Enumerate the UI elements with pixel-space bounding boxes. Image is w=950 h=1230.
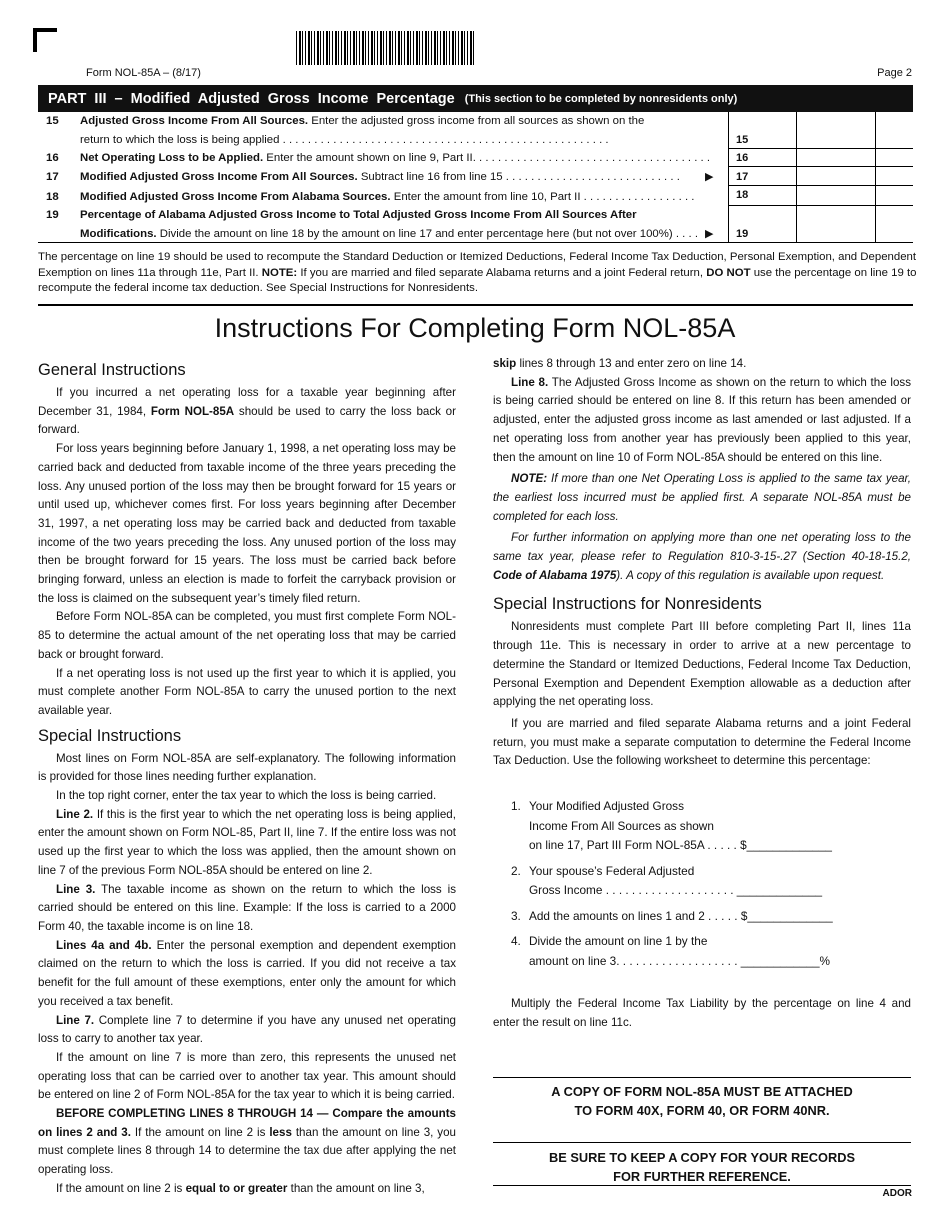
- part-3-header: [38, 85, 913, 112]
- line-19-text: Percentage of Alabama Adjusted Gross Income to Total Adjusted Gross Income From All Sources After: [80, 209, 637, 221]
- line-16-box-label: 16: [736, 152, 749, 164]
- arrow-icon: ▶: [705, 171, 714, 183]
- note-paragraph: NOTE: If more than one Net Operating Loss is applied to the same tax year, the earliest loss incurred must be applied first. A separate NOL-85A must be completed for each loss.: [493, 472, 911, 523]
- worksheet-item[interactable]: 1. Your Modified Adjusted Gross Income From All Sources as shown on line 17, Part III Form NOL-85A . . . . . $_____________: [511, 799, 832, 853]
- keep-copy-notice: BE SURE TO KEEP A COPY FOR YOUR RECORDS FOR FURTHER REFERENCE.: [493, 1142, 911, 1186]
- corner-mark: [33, 28, 57, 52]
- paragraph: skip lines 8 through 13 and enter zero on line 14.: [493, 357, 747, 370]
- grid-divider: [875, 112, 876, 242]
- line-16-number: 16: [46, 152, 59, 164]
- paragraph: For loss years beginning before January 1, 1998, a net operating loss may be carried back and deducted from taxable income of the three years preceding the loss. Any unused portion of the loss may then be brought forward for 15 years or until used up, whichever comes first. For loss years beginning after December 31, 1997, a net operating loss may be carried back and deducted from taxable income of the two years preceding the loss. Any unused portion of the loss may then be brought forward for 15 years. The loss must be carried back before bringing forward, unless an election is made to forfeit the carryback provision or the loss is claimed on the subsequent year’s timely filed return.: [38, 442, 456, 605]
- paragraph: Nonresidents must complete Part III before completing Part II, lines 11a through 11e. This is necessary in order to arrive at a new percentage to determine the Standard or Itemized Deductions, Federal Income Tax Deduction, Personal Exemption and Dependent Exemption allowable as a deduction after applying the net operating loss.: [493, 620, 911, 709]
- line-18-amount-field[interactable]: [797, 186, 874, 205]
- worksheet-item[interactable]: 4. Divide the amount on line 1 by the amount on line 3. . . . . . . . . . . . . . . . . . . ____________%: [511, 934, 830, 968]
- grid-divider: [728, 112, 729, 242]
- paragraph: BEFORE COMPLETING LINES 8 THROUGH 14 — Compare the amounts on lines 2 and 3. If the amount on line 2 is less than the amount on line 3, you must complete lines 8 through 14 to determine the tax due after applying the net operating loss.: [38, 1107, 456, 1177]
- barcode: [296, 31, 476, 65]
- attach-notice: A COPY OF FORM NOL-85A MUST BE ATTACHED TO FORM 40X, FORM 40, OR FORM 40NR.: [493, 1077, 911, 1120]
- worksheet-item[interactable]: 3. Add the amounts on lines 1 and 2 . . . . . $_____________: [511, 908, 833, 923]
- part-3-lines: [38, 112, 913, 243]
- paragraph: Line 2. If this is the first year to which the net operating loss is being applied, enter the amount shown on Form NOL-85, Part II, line 7. If the entire loss was not used up the first year to which the loss was applied, then the amount shown on line 7 of the previous Form NOL-85A should be entered on line 2.: [38, 807, 456, 877]
- page-title: Instructions For Completing Form NOL-85A: [214, 313, 736, 343]
- arrow-icon: ▶: [705, 228, 714, 240]
- line-19-percent-field[interactable]: [797, 206, 874, 243]
- line-15-text: Adjusted Gross Income From All Sources. Enter the adjusted gross income from all sources as shown on the: [80, 115, 645, 127]
- heading-general-instructions: General Instructions: [38, 361, 186, 379]
- paragraph: Most lines on Form NOL-85A are self-explanatory. The following information is provided for those lines needing further explanation.: [38, 751, 456, 784]
- line-19-number: 19: [46, 209, 59, 221]
- footer-ador: ADOR: [882, 1188, 912, 1199]
- line-17-number: 17: [46, 171, 59, 183]
- right-column: [493, 355, 911, 1032]
- paragraph: If a net operating loss is not used up the first year to which it is applied, you must complete another Form NOL-85A to carry the unused portion to the next available year.: [38, 666, 456, 717]
- paragraph: If you are married and filed separate Alabama returns and a joint Federal return, you must make a separate computation to determine the Federal Income Tax Deduction. Use the following worksheet to determine this percentage:: [493, 716, 911, 768]
- paragraph: In the top right corner, enter the tax year to which the loss is being carried.: [56, 789, 437, 803]
- heading-nonresidents: Special Instructions for Nonresidents: [493, 595, 762, 614]
- line-18-text: Modified Adjusted Gross Income From Alabama Sources. Enter the amount from line 10, Part II . . . . . . . . . . . . . . . . . .: [80, 191, 695, 203]
- divider: [493, 1185, 911, 1186]
- part-3-note: (This section to be completed by nonresidents only): [464, 92, 738, 105]
- left-column: [38, 355, 456, 1199]
- paragraph: Line 3. The taxable income as shown on the return to which the loss is carried should be entered on this line. Example: If the loss is carried to a 2000 Form 40, the taxable income is on line 18.: [38, 882, 456, 933]
- heading-special-instructions: Special Instructions: [38, 726, 182, 745]
- line-15-number: 15: [46, 115, 59, 127]
- paragraph: Before Form NOL-85A can be completed, you must first complete Form NOL-85 to determine the actual amount of the net operating loss that may be carried back or brought forward.: [38, 610, 456, 661]
- worksheet: [511, 797, 911, 971]
- line-15-amount-field[interactable]: [797, 112, 874, 148]
- line-17-amount-field[interactable]: [797, 167, 874, 185]
- line-17-text: Modified Adjusted Gross Income From All Sources. Subtract line 16 from line 15 . . . . . . . . . . . . . . . . . . . . . . . . . . . .: [80, 171, 680, 183]
- paragraph: If you incurred a net operating loss for a taxable year beginning after December 31, 1984, Form NOL-85A should be used to carry the loss back or forward.: [38, 386, 456, 437]
- line-16-text: Net Operating Loss to be Applied. Enter the amount shown on line 9, Part II. . . . . . . . . . . . . . . . . . . . . . . . . . . . . . . . . . . . . .: [80, 152, 711, 164]
- paragraph: Line 7. Complete line 7 to determine if you have any unused net operating loss to carry to another tax year.: [38, 1013, 456, 1046]
- part-3-title: PART III – Modified Adjusted Gross Income Percentage: [48, 90, 455, 107]
- line-18-number: 18: [46, 191, 59, 203]
- line-16-amount-field[interactable]: [797, 149, 874, 166]
- line-15-text-2: return to which the loss is being applied . . . . . . . . . . . . . . . . . . . . . . . . . . . . . . . . . . . . . . . . . . . . . . . . . . . .: [80, 134, 609, 146]
- paragraph: If the amount on line 2 is equal to or greater than the amount on line 3,: [56, 1181, 425, 1195]
- line-19-box-label: 19: [736, 228, 749, 240]
- line-19-text-2: Modifications. Divide the amount on line 18 by the amount on line 17 and enter percentage here (but not over 100%) . . . .: [80, 228, 698, 240]
- paragraph: If the amount on line 7 is more than zero, this represents the unused net operating loss that can be carried over to another tax year. This amount should be entered on line 2 of Form NOL-85A for the tax year to which it is being carried.: [38, 1050, 456, 1102]
- page-number: Page 2: [877, 67, 912, 79]
- paragraph: Line 8. The Adjusted Gross Income as shown on the return to which the loss is being carried should be entered on line 8. If this return has been amended or adjusted, enter the adjusted gross income as last amended or last adjusted. If a net operating loss from another year has previously been applied to this year, then the amount on line 10 of Form NOL-85A should be entered on this line.: [493, 375, 911, 464]
- line-17-box-label: 17: [736, 171, 749, 183]
- form-id: Form NOL-85A – (8/17): [86, 67, 201, 79]
- line-19-footnote: The percentage on line 19 should be used to recompute the Standard Deduction or Itemized Deductions, Federal Income Tax Deduction, Personal Exemption, and Dependent Exemption on lines 11a through 11e, Part II. NOTE: If you are married and filed separate Alabama returns and a joint Federal return, DO NOT use the percentage on line 19 to recompute the federal income tax deduction. See Special Instructions for Nonresidents.: [38, 251, 917, 294]
- divider: [38, 304, 913, 306]
- line-18-box-label: 18: [736, 189, 749, 201]
- paragraph: Multiply the Federal Income Tax Liability by the percentage on line 4 and enter the result on line 11c.: [493, 997, 911, 1029]
- worksheet-item[interactable]: 2. Your spouse’s Federal Adjusted Gross Income . . . . . . . . . . . . . . . . . . . . _____________: [511, 863, 823, 898]
- line-15-box-label: 15: [736, 134, 749, 146]
- paragraph: Lines 4a and 4b. Enter the personal exemption and dependent exemption claimed on the return to which the loss is carried. If you did not receive a tax benefit for the full amount of these exemptions, enter only the amount for which you received a tax benefit.: [38, 938, 456, 1008]
- paragraph: For further information on applying more than one net operating loss to the same tax year, please refer to Regulation 810-3-15-.27 (Section 40-18-15.2, Code of Alabama 1975). A copy of this regulation is available upon request.: [493, 531, 911, 582]
